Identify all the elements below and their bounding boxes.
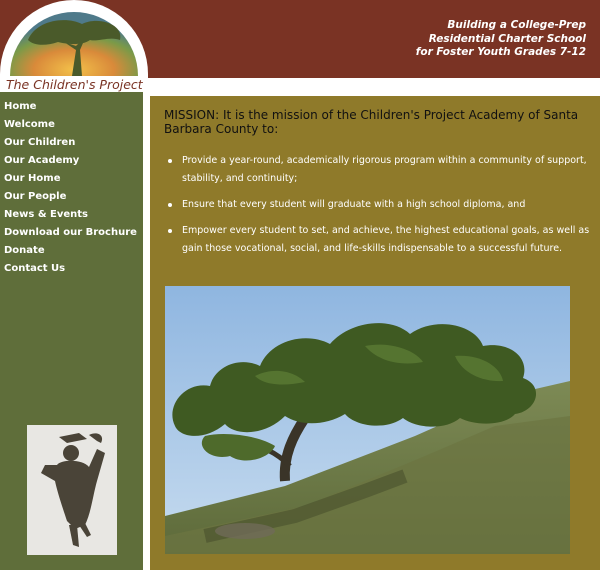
nav-item-our-home[interactable]: Our Home (4, 173, 61, 184)
nav-item-news-events[interactable]: News & Events (4, 209, 89, 220)
nav-item-our-children[interactable]: Our Children (4, 137, 76, 148)
logo-text: The Children's Project (6, 77, 143, 92)
header-divider (148, 78, 600, 92)
nav-item-our-people[interactable]: Our People (4, 191, 67, 202)
tagline-line-1: Building a College-Prep (447, 19, 586, 31)
mission-bullet-3: Empower every student to set, and achieve, the highest educational goals, as well as gain those vocational, social, and life-skills indispensable to a successful future. (164, 222, 590, 258)
nav-item-download-brochure[interactable]: Download our Brochure (4, 227, 137, 238)
oak-tree-photo (165, 286, 570, 554)
main-nav (0, 98, 143, 278)
tree-landscape-image (165, 286, 570, 554)
tagline-line-2: Residential Charter School (428, 32, 586, 45)
logo[interactable] (0, 0, 148, 92)
tagline-line-3: for Foster Youth Grades 7-12 (415, 46, 586, 58)
mission-bullet-1: Provide a year-round, academically rigorous program within a community of support, stability, and continuity; (164, 152, 590, 188)
mission-list (164, 152, 590, 266)
logo-tree-icon (6, 6, 142, 76)
nav-item-contact-us[interactable]: Contact Us (4, 263, 66, 274)
sidebar (0, 92, 143, 570)
nav-item-home[interactable]: Home (4, 101, 37, 112)
mission-bullet-2: Ensure that every student will graduate with a high school diploma, and (164, 196, 590, 214)
graduate-silhouette-icon (27, 425, 117, 555)
site-tagline (306, 19, 586, 60)
nav-item-our-academy[interactable]: Our Academy (4, 155, 80, 166)
nav-item-welcome[interactable]: Welcome (4, 119, 55, 130)
nav-item-donate[interactable]: Donate (4, 245, 45, 256)
mission-heading: MISSION: It is the mission of the Children's Project Academy of Santa Barbara County to: (164, 108, 579, 136)
main-content (150, 96, 600, 570)
graduate-photo (27, 425, 117, 555)
